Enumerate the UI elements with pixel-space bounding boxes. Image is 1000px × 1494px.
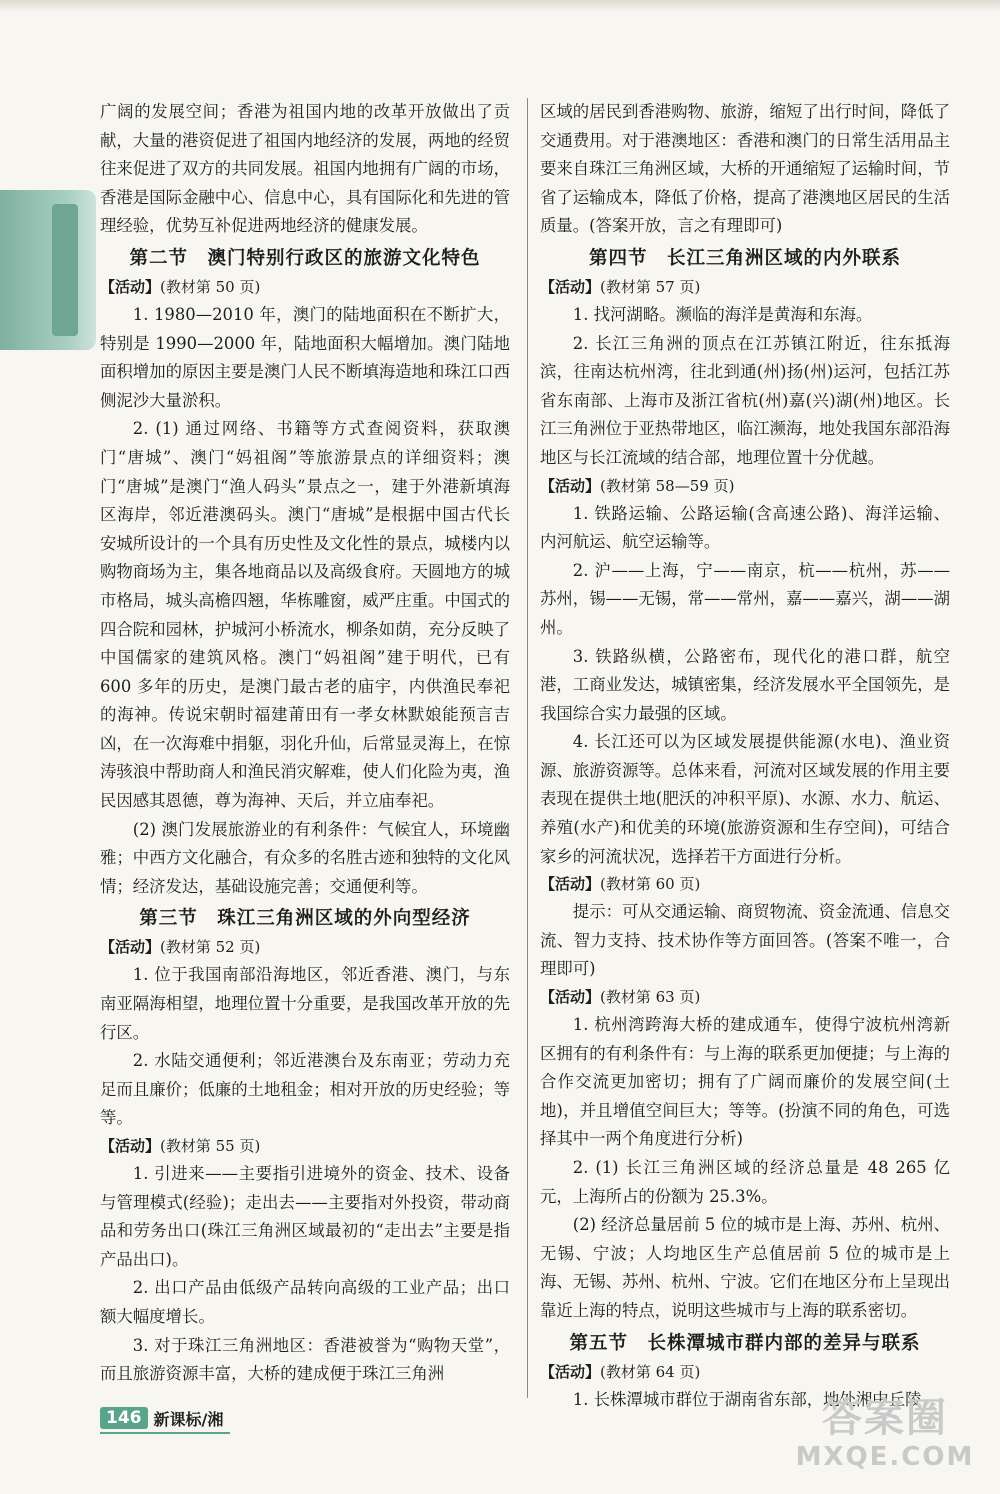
answer-paragraph: 提示：可从交通运输、商贸物流、资金流通、信息交流、智力支持、技术协作等方面回答。(答案不唯一，合理即可) [540, 902, 950, 979]
answer-paragraph: 1. 长株潭城市群位于湖南省东部，地处湘中丘陵 [572, 1389, 922, 1408]
answer-paragraph: 1. 找河湖略。濒临的海洋是黄海和东海。 [572, 304, 873, 324]
activity-header [540, 871, 950, 898]
right-column [540, 98, 950, 1408]
page-number: 146 [100, 1407, 148, 1429]
activity-ref: (教材第 58—59 页) [600, 476, 735, 495]
footer-rule [100, 1432, 230, 1434]
intro-paragraph: 广阔的发展空间；香港为祖国内地的改革开放做出了贡献，大量的港资促进了祖国内地经济的发展，两地的经贸往来促进了双方的共同发展。祖国内地拥有广阔的市场，香港是国际金融中心、信息中心，具有国际化和先进的管理经验，优势互补促进两地经济的健康发展。 [100, 102, 510, 236]
answer-paragraph: 2. 水陆交通便利；邻近港澳台及东南亚；劳动力充足而且廉价；低廉的土地租金；相对开放的历史经验；等等。 [100, 1051, 510, 1128]
answer-paragraph: 2. 出口产品由低级产品转向高级的工业产品；出口额大幅度增长。 [100, 1278, 510, 1326]
answer-paragraph: 1. 铁路运输、公路运输(含高速公路)、海洋运输、内河航运、航空运输等。 [540, 503, 950, 552]
activity-ref: (教材第 60 页) [600, 875, 701, 894]
answer-paragraph: 1. 位于我国南部沿海地区，邻近香港、澳门，与东南亚隔海相望，地理位置十分重要，是我国改革开放的先行区。 [100, 965, 510, 1042]
activity-tag: 【活动】 [100, 938, 161, 957]
answer-paragraph: (2) 经济总量居前 5 位的城市是上海、苏州、杭州、无锡、宁波；人均地区生产总值居前 5 位的城市是上海、无锡、苏州、杭州、宁波。它们在地区分布上呈现出靠近上海的特点，说明这些城市与上海的联系密切。 [540, 1215, 950, 1320]
left-column [100, 98, 510, 1408]
answer-paragraph: 1. 引进来——主要指引进境外的资金、技术、设备与管理模式(经验)；走出去——主要指对外投资，带动商品和劳务出口(珠江三角洲区域最初的“走出去”主要是指产品出口)。 [100, 1164, 510, 1269]
side-chapter-tab [0, 190, 96, 350]
activity-tag: 【活动】 [100, 277, 161, 296]
activity-ref: (教材第 52 页) [160, 938, 261, 957]
page-top-band [0, 0, 1000, 12]
activity-ref: (教材第 50 页) [160, 277, 261, 296]
page-footer [100, 1404, 223, 1432]
column-divider [527, 98, 528, 1398]
activity-header [100, 1133, 510, 1160]
series-label: 新课标/湘 [153, 1409, 224, 1429]
answer-paragraph: 3. 对于珠江三角洲地区：香港被誉为“购物天堂”，而且旅游资源丰富，大桥的建成便于珠江三角洲 [100, 1335, 510, 1384]
activity-header [540, 984, 950, 1011]
watermark-text: 答案圈 [822, 1395, 948, 1441]
section-4-title: 第四节 长江三角洲区域的内外联系 [588, 247, 901, 269]
page-body [100, 98, 950, 1418]
side-tab-strip [52, 204, 78, 336]
answer-paragraph: 1. 杭州湾跨海大桥的建成通车，使得宁波杭州湾新区拥有的有利条件有：与上海的联系更加便捷；与上海的合作交流更加密切；拥有了广阔而廉价的发展空间(土地)，并且增值空间巨大；等等。(扮演不同的角色，可选择其中一两个角度进行分析) [540, 1015, 950, 1149]
answer-paragraph: 2. (1) 长江三角洲区域的经济总量是 48 265 亿元，上海所占的份额为 25.3%。 [540, 1158, 950, 1206]
activity-header [100, 934, 510, 961]
section-3-title: 第三节 珠江三角洲区域的外向型经济 [139, 908, 471, 930]
answer-paragraph: 4. 长江还可以为区域发展提供能源(水电)、渔业资源、旅游资源等。总体来看，河流对区域发展的作用主要表现在提供土地(肥沃的冲积平原)、水源、水力、航运、养殖(水产)和优美的环境(旅游资源和生存空间)，可结合家乡的河流状况，选择若干方面进行分析。 [540, 732, 950, 866]
section-2-title: 第二节 澳门特别行政区的旅游文化特色 [129, 247, 481, 269]
continued-paragraph: 区域的居民到香港购物、旅游，缩短了出行时间，降低了交通费用。对于港澳地区：香港和澳门的日常生活用品主要来自珠江三角洲区域，大桥的开通缩短了运输时间，节省了运输成本，降低了价格，提高了港澳地区居民的生活质量。(答案开放，言之有理即可) [540, 102, 950, 236]
activity-tag: 【活动】 [540, 1362, 601, 1381]
answer-paragraph: 1. 1980—2010 年，澳门的陆地面积在不断扩大，特别是 1990—2000 年，陆地面积大幅增加。澳门陆地面积增加的原因主要是澳门人民不断填海造地和珠江口西侧泥沙大量淤积。 [100, 304, 510, 410]
section-5-title: 第五节 长株潭城市群内部的差异与联系 [569, 1332, 921, 1354]
activity-tag: 【活动】 [100, 1137, 161, 1155]
activity-tag: 【活动】 [540, 875, 601, 894]
activity-ref: (教材第 64 页) [600, 1362, 701, 1381]
activity-ref: (教材第 63 页) [600, 988, 701, 1007]
watermark-url: MXQE.COM [795, 1442, 975, 1472]
answer-paragraph: 2. 沪——上海，宁——南京，杭——杭州，苏——苏州，锡——无锡，常——常州，嘉——嘉兴，湖——湖州。 [540, 560, 950, 637]
answer-paragraph: 2. (1) 通过网络、书籍等方式查阅资料，获取澳门“唐城”、澳门“妈祖阁”等旅游景点的详细资料；澳门“唐城”是澳门“渔人码头”景点之一，建于外港新填海区海岸，邻近港澳码头。澳门“唐城”是根据中国古代长安城所设计的一个具有历史性及文化性的景点，城楼内以购物商场为主，集各地商品以及高级食府。天圆地方的城市格局，城头高檐四翘，华栋雕窗，威严庄重。中国式的四合院和园林，护城河小桥流水，柳条如荫，充分反映了中国儒家的建筑风格。澳门“妈祖阁”建于明代，已有 600 多年的历史，是澳门最古老的庙宇，内供渔民奉祀的海神。传说宋朝时福建莆田有一孝女林默娘能预言吉凶，在一次海难中捐躯，羽化升仙，后常显灵海上，在惊涛骇浪中帮助商人和渔民消灾解难，使人们化险为夷，渔民因感其恩德，尊为海神、天后，并立庙奉祀。 [100, 419, 510, 811]
activity-header [540, 1359, 950, 1386]
activity-header [540, 274, 950, 301]
answer-paragraph: 2. 长江三角洲的顶点在江苏镇江附近，往东抵海滨，往南达杭州湾，往北到通(州)扬(州)运河，包括江苏省东南部、上海市及浙江省杭(州)嘉(兴)湖(州)地区。长江三角洲位于亚热带地区，临江濒海，地处我国东部沿海地区与长江流域的结合部，地理位置十分优越。 [540, 333, 950, 467]
activity-ref: (教材第 55 页) [160, 1137, 261, 1155]
activity-tag: 【活动】 [540, 988, 601, 1007]
answer-paragraph: (2) 澳门发展旅游业的有利条件：气候宜人，环境幽雅；中西方文化融合，有众多的名胜古迹和独特的文化风情；经济发达，基础设施完善；交通便利等。 [100, 819, 510, 896]
activity-header [540, 473, 950, 500]
activity-tag: 【活动】 [540, 476, 601, 495]
answer-paragraph: 3. 铁路纵横，公路密布，现代化的港口群，航空港，工商业发达，城镇密集，经济发展水平全国领先，是我国综合实力最强的区域。 [540, 646, 950, 723]
activity-header [100, 274, 510, 301]
activity-tag: 【活动】 [540, 277, 601, 296]
watermark-logo [790, 1394, 980, 1484]
activity-ref: (教材第 57 页) [600, 277, 701, 296]
